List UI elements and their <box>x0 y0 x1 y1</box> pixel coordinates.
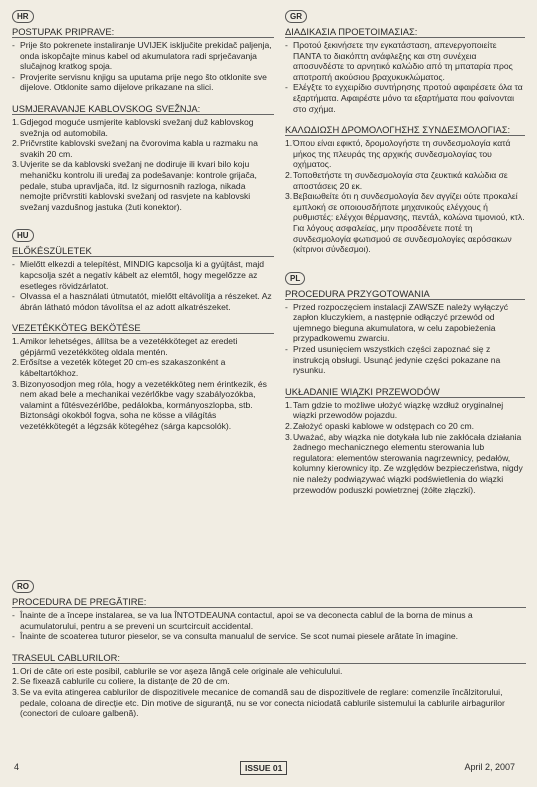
item-text: Uvjerite se da kablovski svežanj ne dodiruje ili kvari bilo koju mehaničku kontrolu ili uređaj za podešavanje: kontrole grijača, pedale, stuba upravljača, itd. Iz sigurnosnih razloga, nikada nemojte pričvrstiti kablovski svežanj od rasvjete na kablovski svežanj vazdušnog jastuka (žuti konektor). <box>20 159 257 212</box>
item-text: Gdjegod moguće usmjerite kablovski svežanj duž kablovskog svežnja od automobila. <box>20 116 254 138</box>
section-title: VEZETÉKKÖTEG BEKÖTÉSE <box>12 322 274 334</box>
instruction-item <box>285 344 525 376</box>
item-text: Τοποθετήστε τη συνδεσμολογία στα ζευκτικά καλώδια σε αποστάσεις 20 εκ. <box>293 169 508 191</box>
item-text: Προτού ξεκινήσετε την εγκατάσταση, απενεργοποιείτε ΠΑΝΤΑ το διακόπτη ανάφλεξης και στη συνέχεια αποσυνδέστε το αρνητικό καλώδιο από τη μπαταρία προς αποτροπή ακούσιου βραχυκυκλώματος. <box>293 40 513 82</box>
right-column <box>285 6 525 495</box>
instruction-item <box>12 336 274 357</box>
instruction-item <box>12 138 274 159</box>
item-marker: - <box>285 301 288 312</box>
instruction-item <box>285 40 525 82</box>
instruction-item <box>285 138 525 170</box>
spacer <box>285 255 525 268</box>
item-text: Erősítse a vezeték köteget 20 cm-es szakaszonként a kábeltartókhoz. <box>20 357 226 379</box>
instruction-item <box>12 687 526 719</box>
item-marker: 1. <box>12 116 20 127</box>
item-text: Przed usunięciem wszystkich części zapoznać się z instrukcją obsługi. Usunąć jedynie części pokazane na rysunku. <box>293 344 501 376</box>
item-text: Ori de câte ori este posibil, cablurile se vor așeza lângă cele originale ale vehiculului. <box>20 665 343 676</box>
instruction-item <box>285 170 525 191</box>
language-badge: RO <box>12 580 34 593</box>
instruction-item <box>12 259 274 291</box>
item-text: Înainte de a începe instalarea, se va lua ÎNTOTDEAUNA contactul, apoi se va deconecta cablul de la borna de minus a acumulatorului, pentru a se preveni un scurtcircuit accidental. <box>20 610 473 631</box>
instruction-item <box>12 117 274 138</box>
spacer <box>285 114 525 123</box>
instruction-item <box>12 72 274 93</box>
instruction-item <box>285 302 525 344</box>
section-title: ΔΙΑΔΙΚΑΣΙΑ ΠΡΟΕΤΟΙΜΑΣΙΑΣ: <box>285 26 525 38</box>
instruction-item <box>12 291 274 312</box>
instruction-item <box>285 191 525 255</box>
item-marker: - <box>285 344 288 355</box>
item-marker: 1. <box>12 336 20 347</box>
bottom-section <box>12 576 526 719</box>
section-title: ELŐKÉSZÜLETEK <box>12 245 274 257</box>
issue-label: ISSUE 01 <box>240 761 287 775</box>
item-text: Bizonyosodjon meg róla, hogy a vezetékköteg nem érintkezik, és nem akad bele a mechanikai vezérlőkbe vagy szabályozókba, valamint a fűtésvezérlőbe, pedálokba, kormányoszlopba, stb. Biztonsági okokból fogva, soha ne kösse a világítás vezetékkötegét a légzsák kötegéhez (sárga kapcsolók). <box>20 378 267 432</box>
item-marker: - <box>12 259 15 270</box>
item-marker: 2. <box>12 357 20 368</box>
spacer <box>12 212 274 225</box>
section-title: USMJERAVANJE KABLOVSKOG SVEŽNJA: <box>12 103 274 115</box>
section-title: TRASEUL CABLURILOR: <box>12 652 526 664</box>
item-marker: - <box>12 71 15 82</box>
item-marker: 3. <box>12 686 20 697</box>
item-marker: - <box>12 610 15 620</box>
section-title: PROCEDURA DE PREGĂTIRE: <box>12 596 526 608</box>
item-text: Pričvrstite kablovski svežanj na čvorovima kabla u razmaku na svakih 20 cm. <box>20 138 258 159</box>
spacer <box>285 376 525 385</box>
item-text: Mielőtt elkezdi a telepítést, MINDIG kapcsolja ki a gyújtást, majd kapcsolja szét a negatív kábelt az elemtől, hogy megelőzze az esetleges rövidzárlatot. <box>20 259 265 291</box>
item-marker: 3. <box>285 191 293 202</box>
item-marker: 1. <box>12 665 20 676</box>
section-title: POSTUPAK PRIPRAVE: <box>12 26 274 38</box>
item-text: Όπου είναι εφικτό, δρομολογήστε τη συνδεσμολογία κατά μήκος της πλευράς της αρχικής συνδεσμολογίας του οχήματος. <box>293 138 511 170</box>
language-badge: HU <box>12 229 34 242</box>
item-marker: - <box>12 631 15 642</box>
item-marker: - <box>285 40 288 50</box>
item-text: Se va evita atingerea cablurilor de dispozitivele mecanice de comandă sau de dispozitivele de reglare: comenzile încălzitorului, pedale, coloana de direcție etc. Din motive de siguranță, nu se vor conecta niciodată cablurile sistemului la cablurile airbagurilor (conectori de culoare galbenă). <box>20 686 505 719</box>
item-marker: 2. <box>12 138 20 149</box>
instruction-item <box>12 676 526 687</box>
item-text: Przed rozpoczęciem instalacji ZAWSZE należy wyłączyć zapłon kluczykiem, a następnie odłączyć przewód od ujemnego bieguna akumulatora, w celu zapobieżenia przypadkowemu zwarciu. <box>293 301 509 344</box>
instruction-item <box>12 610 526 631</box>
spacer <box>12 93 274 102</box>
section-title: ΚΑΛΩΔΙΩΣΗ ΔΡΟΜΟΛΟΓΗΣΗΣ ΣΥΝΔΕΣΜΟΛΟΓΙΑΣ: <box>285 124 525 136</box>
item-marker: 2. <box>12 676 20 687</box>
left-column <box>12 6 274 432</box>
item-text: Założyć opaski kablowe w odstępach co 20 cm. <box>293 421 475 432</box>
spacer <box>12 312 274 321</box>
item-text: Ελέγξτε το εγχειρίδιο συντήρησης προτού αφαιρέσετε όλα τα εξαρτήματα. Αφαιρέστε μόνο τα εξαρτήματα που φαίνονται στο σχήμα. <box>293 82 523 114</box>
language-badge: HR <box>12 10 34 23</box>
instruction-item <box>285 400 525 421</box>
instruction-item <box>12 40 274 72</box>
item-text: Provjerite servisnu knjigu sa uputama prije nego što otklonite sve dijelove. Otklonite samo dijelove prikazane na slici. <box>20 71 267 93</box>
instruction-item <box>12 379 274 432</box>
item-text: Olvassa el a használati útmutatót, mielőtt eltávolítja a részeket. Az ábrán látható módon távolítsa el az adott alkatrészeket. <box>20 291 272 312</box>
item-marker: 3. <box>12 378 20 389</box>
issue-date: April 2, 2007 <box>464 762 515 772</box>
item-marker: 1. <box>285 138 293 149</box>
instruction-item <box>285 421 525 432</box>
item-text: Tam gdzie to możliwe ułożyć wiązkę wzdłuż oryginalnej wiązki przewodów pojazdu. <box>293 399 504 421</box>
section-title: UKŁADANIE WIĄZKI PRZEWODÓW <box>285 386 525 398</box>
page-footer <box>0 762 537 778</box>
item-text: Se fixează cablurile cu coliere, la distanțe de 20 de cm. <box>20 676 230 687</box>
instruction-item <box>12 159 274 212</box>
instruction-item <box>285 82 525 114</box>
instruction-item <box>12 666 526 677</box>
item-text: Uważać, aby wiązka nie dotykała lub nie zakłócała działania żadnego mechanicznego elementu sterowania lub regulatora: elementów sterowania nagrzewnicy, pedałów, kolumny kierownicy itp. Ze względów bezpieczeństwa, nigdy nie należy podwiązywać wiązki podświetlenia do wiązki przewodów poduszki powietrznej (żółte złączki). <box>293 431 523 495</box>
language-badge: GR <box>285 10 307 23</box>
item-text: Înainte de scoaterea tuturor pieselor, se va consulta manualul de service. Se scot numai piesele arătate în imagine. <box>20 631 459 642</box>
instruction-item <box>12 357 274 378</box>
language-badge: PL <box>285 272 305 285</box>
item-marker: 3. <box>12 159 20 170</box>
item-marker: - <box>12 40 15 50</box>
item-text: Prije što pokrenete instaliranje UVIJEK isključite prekidač paljenja, onda iskopčajte minus kabel od akumulatora radi sprječavanja slučajnog kratkog spoja. <box>20 40 272 72</box>
section-title: PROCEDURA PRZYGOTOWANIA <box>285 288 525 300</box>
item-text: Βεβαιωθείτε ότι η συνδεσμολογία δεν αγγίζει ούτε προκαλεί εμπλοκή σε οποιουσδήποτε μηχανικούς ελέγχους ή ρυθμιστές: ελέγχοι θέρμανσης, πεντάλ, κολώνα τιμονιού, κτλ. Για λόγους ασφαλείας, μην προσδένετε ποτέ τη συνδεσμολογία φωτισμού σε συνδεσμολογίες αερόσακων (κίτρινοι σύνδεσμοι). <box>293 191 525 255</box>
item-marker: 1. <box>285 399 293 410</box>
item-marker: 2. <box>285 169 293 180</box>
instruction-item <box>285 432 525 496</box>
page-number: 4 <box>14 762 20 772</box>
item-marker: - <box>285 82 288 93</box>
instruction-item <box>12 631 526 642</box>
item-marker: 3. <box>285 431 293 442</box>
item-marker: 2. <box>285 421 293 432</box>
item-text: Amikor lehetséges, állítsa be a vezetékköteget az eredeti gépjármű vezetékköteg oldala mentén. <box>20 336 238 357</box>
spacer <box>12 642 526 651</box>
item-marker: - <box>12 291 15 302</box>
